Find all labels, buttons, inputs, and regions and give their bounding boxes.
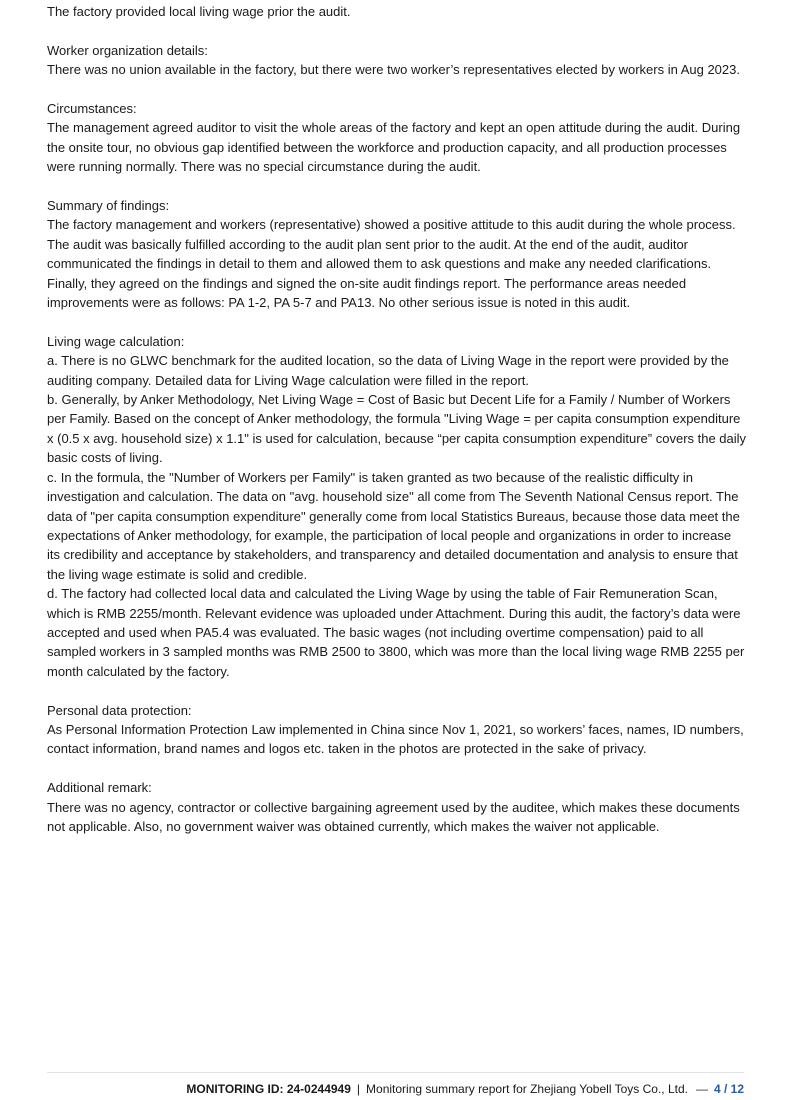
monitoring-id: MONITORING ID: 24-0244949 [186,1082,351,1096]
document-body [47,2,747,836]
intro-text: The factory provided local living wage prior the audit. [47,4,351,19]
footer-separator: | [356,1082,361,1096]
page-footer [186,1081,744,1097]
circumstances-text: The management agreed auditor to visit the whole areas of the factory and kept an open attitude during the audit. During the onsite tour, no obvious gap identified between the workforce and production capacity, and all production processes were running normally. There was no special circumstance during the audit. [47,120,741,175]
personal-data-text: As Personal Information Protection Law implemented in China since Nov 1, 2021, so workers’ faces, names, ID numbers, contact information, brand names and logos etc. taken in the photos are protected in the sake of privacy. [47,721,744,757]
additional-remark-text: There was no agency, contractor or collective bargaining agreement used by the auditee, which makes these documents not applicable. Also, no government waiver was obtained currently, which makes the waiver not applicable. [47,799,740,834]
personal-data-heading: Personal data protection: [47,702,192,718]
living-wage-item-d: d. The factory had collected local data and calculated the Living Wage by using the table of Fair Remuneration Scan, which is RMB 2255/month. Relevant evidence was uploaded under Attachment. During this audit, the factory’s data were accepted and used when PA5.4 was evaluated. The basic wages (not including overtime compensation) paid to all sampled workers in 3 sampled months was RMB 2500 to 3800, which was more than the local living wage RMB 2255 per month calculated by the factory. [47,586,745,679]
additional-remark-heading: Additional remark: [47,780,152,796]
summary-heading: Summary of findings: [47,198,170,214]
footer-dash: — [695,1082,708,1096]
page-number: 4 / 12 [713,1082,744,1096]
living-wage-item-c: c. In the formula, the "Number of Workers per Family" is taken granted as two because of the realistic difficulty in investigation and calculation. The data on "avg. household size" all come from The Seventh National Census report. The data of "per capita consumption expenditure" generally come from local Statistics Bureaus, because those data meet the expectations of Anker methodology, for example, the participation of local people and organizations in order to increase its credibility and acceptance by stakeholders, and transparency and detailed documentation and analysis to ensure that the living wage estimate is solid and credible. [47,469,740,582]
living-wage-item-a: a. There is no GLWC benchmark for the audited location, so the data of Living Wage in the report were provided by the auditing company. Detailed data for Living Wage calculation were filled in the report. [47,353,729,388]
report-title: Monitoring summary report for Zhejiang Yobell Toys Co., Ltd. [366,1082,688,1096]
living-wage-heading: Living wage calculation: [47,333,185,349]
worker-org-text: There was no union available in the factory, but there were two worker’s representatives elected by workers in Aug 2023. [47,62,740,78]
living-wage-item-b: b. Generally, by Anker Methodology, Net Living Wage = Cost of Basic but Decent Life for a Family / Number of Workers per Family. Based on the concept of Anker methodology, the formula "Living Wage = per capita consumption expenditure x (0.5 x avg. household size) x 1.1" is used for calculation, because “per capita consumption expenditure” covers the daily basic costs of living. [47,392,747,466]
worker-org-heading: Worker organization details: [47,42,208,58]
circumstances-heading: Circumstances: [47,101,137,116]
footer-divider [47,1072,744,1073]
summary-text: The factory management and workers (representative) showed a positive attitude to this audit during the whole process. The audit was basically fulfilled according to the audit plan sent prior to the audit. At the end of the audit, auditor communicated the findings in detail to them and allowed them to ask questions and make any needed clarifications. Finally, they agreed on the findings and signed the on-site audit findings report. The performance areas needed improvements were as follows: PA 1-2, PA 5-7 and PA13. No other serious issue is noted in this audit. [47,217,736,311]
